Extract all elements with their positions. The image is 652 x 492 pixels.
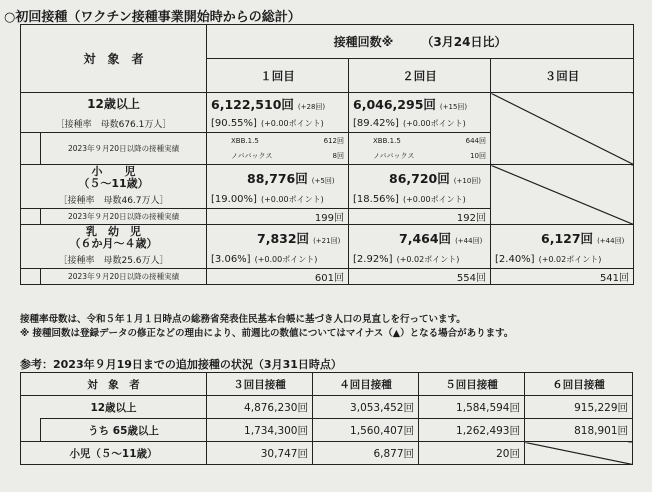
ref-header-dose3: ３回目接種 <box>207 373 313 396</box>
header-dose2: ２回目 <box>349 59 491 93</box>
infant-rate-label: ［接種率 母数25.6万人］ <box>21 251 207 269</box>
ref-cell: 1,584,594回 <box>419 396 525 419</box>
table-row <box>21 442 633 465</box>
ref-header-dose4: ４回目接種 <box>313 373 419 396</box>
since-label: 2023年９月20日以降の接種実績 <box>41 133 207 165</box>
d1-rate: [90.55%] <box>211 117 257 129</box>
note-1: 接種率母数は、令和５年１月１日時点の総務省発表住民基本台帳に基づき人口の見直しを行っています。 <box>20 314 466 325</box>
d2-nova-val: 10回 <box>470 152 487 161</box>
additional-vaccination-table <box>20 372 633 465</box>
table-row <box>21 93 634 115</box>
infant-d1-rate-diff: (+0.00ポイント) <box>254 254 318 264</box>
d2-count: 6,046,295回 <box>353 96 436 112</box>
ref-row-name: 小児（５～11歳） <box>21 442 207 465</box>
infant-d3-rate: [2.40%] <box>495 253 535 265</box>
child-d2-count: 86,720回 <box>389 170 450 186</box>
child-since-label: 2023年９月20日以降の接種実績 <box>41 209 207 225</box>
table-row <box>21 419 633 442</box>
infant-d3-diff: (+44回) <box>597 236 625 245</box>
row-name-infant <box>21 225 207 251</box>
ref-cell: 1,262,493回 <box>419 419 525 442</box>
ref-cell: 6,877回 <box>313 442 419 465</box>
dose3-na-cell <box>491 93 634 165</box>
row-name-child <box>21 165 207 191</box>
table-row <box>21 225 634 251</box>
child-d2-rate-diff: (+0.00ポイント) <box>402 194 466 204</box>
ref-row-name: 12歳以上 <box>21 396 207 419</box>
ref-cell: 1,734,300回 <box>207 419 313 442</box>
child-d2-diff: (+10回) <box>453 176 481 185</box>
d2-nova-label: ノババックス <box>373 152 415 161</box>
d2-rate-diff: (+0.00ポイント) <box>402 118 466 128</box>
ref-header-dose6: ６回目接種 <box>525 373 633 396</box>
header-dose1: １回目 <box>207 59 349 93</box>
ref-cell: 1,560,407回 <box>313 419 419 442</box>
ref-cell: 30,747回 <box>207 442 313 465</box>
page-title: ○初回接種（ワクチン接種事業開始時からの総計） <box>4 10 301 25</box>
child-d1-since: 199回 <box>207 209 349 225</box>
d1-xbb-label: XBB.1.5 <box>231 136 259 145</box>
infant-name2: （６か月～４歳） <box>69 236 158 250</box>
child-d2-since: 192回 <box>349 209 491 225</box>
child-d1-count: 88,776回 <box>247 170 308 186</box>
header-count <box>207 25 634 59</box>
table-header-row <box>21 373 633 396</box>
infant-d1-rate: [3.06%] <box>211 253 251 265</box>
d1-diff: (+28回) <box>297 102 326 111</box>
ref-na-cell <box>525 442 633 465</box>
table-row <box>21 165 634 191</box>
d2-xbb-val: 644回 <box>465 136 487 145</box>
initial-vaccination-table <box>20 24 634 285</box>
d2-xbb-label: XBB.1.5 <box>373 136 401 145</box>
d1-nova-label: ノババックス <box>231 152 273 161</box>
infant-d2-diff: (+44回) <box>455 236 483 245</box>
infant-d2-rate: [2.92%] <box>353 253 393 265</box>
infant-d3-since: 541回 <box>491 269 634 285</box>
infant-since-label: 2023年９月20日以降の接種実績 <box>41 269 207 285</box>
infant-d1-since: 601回 <box>207 269 349 285</box>
child-d2-rate: [18.56%] <box>353 193 399 205</box>
ref-cell: 20回 <box>419 442 525 465</box>
infant-d2-since: 554回 <box>349 269 491 285</box>
child-d1-rate: [19.00%] <box>211 193 257 205</box>
infant-d2-count: 7,464回 <box>399 230 452 246</box>
d1-rate-diff: (+0.00ポイント) <box>260 118 324 128</box>
rate-label: ［接種率 母数676.1万人］ <box>21 115 207 133</box>
dose3-na-cell <box>491 165 634 225</box>
infant-d3-count: 6,127回 <box>541 230 594 246</box>
child-name2: （５～11歳） <box>78 176 149 190</box>
table-row <box>21 396 633 419</box>
d1-nova-val: 8回 <box>332 152 345 161</box>
ref-row-name: うち 65歳以上 <box>41 419 207 442</box>
infant-d1-count: 7,832回 <box>257 230 310 246</box>
d1-xbb-val: 612回 <box>323 136 345 145</box>
child-name1: 小 児 <box>91 164 136 178</box>
table-row <box>21 269 634 285</box>
d2-diff: (+15回) <box>439 102 468 111</box>
reference-title: 参考：2023年９月19日までの追加接種の状況（3月31日時点） <box>20 358 342 371</box>
header-subject: 対 象 者 <box>21 25 207 93</box>
header-dose3: ３回目 <box>491 59 634 93</box>
d2-rate: [89.42%] <box>353 117 399 129</box>
ref-header-subject: 対 象 者 <box>21 373 207 396</box>
ref-cell: 818,901回 <box>525 419 633 442</box>
table-row <box>21 251 634 269</box>
ref-cell: 915,229回 <box>525 396 633 419</box>
infant-d2-rate-diff: (+0.02ポイント) <box>396 254 460 264</box>
ref-cell: 4,876,230回 <box>207 396 313 419</box>
infant-name1: 乳 幼 児 <box>86 224 141 238</box>
child-d1-diff: (+5回) <box>311 176 335 185</box>
header-date-label: （3月24日比） <box>421 35 507 49</box>
row-name-12plus: 12歳以上 <box>21 93 207 115</box>
child-rate-label: ［接種率 母数46.7万人］ <box>21 191 207 209</box>
d1-count: 6,122,510回 <box>211 96 294 112</box>
header-count-label: 接種回数※ <box>333 35 394 49</box>
infant-d1-diff: (+21回) <box>313 236 341 245</box>
ref-header-dose5: ５回目接種 <box>419 373 525 396</box>
child-d1-rate-diff: (+0.00ポイント) <box>260 194 324 204</box>
infant-d3-rate-diff: (+0.02ポイント) <box>538 254 602 264</box>
ref-cell: 3,053,452回 <box>313 396 419 419</box>
note-2: ※ 接種回数は登録データの修正などの理由により、前週比の数値についてはマイナス（▲）となる場合があります。 <box>20 328 514 339</box>
